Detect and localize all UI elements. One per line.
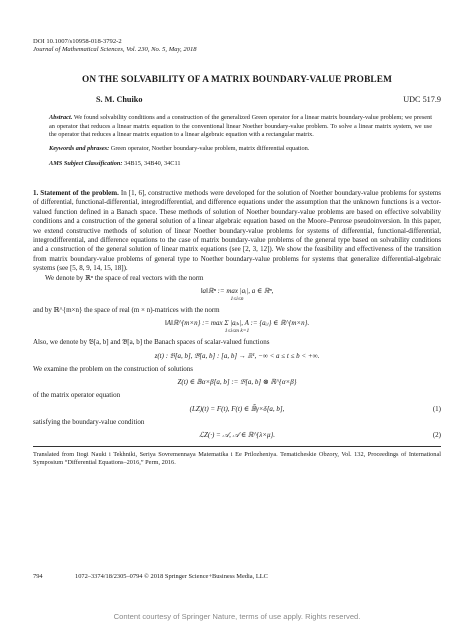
equation-vector-norm [33,287,441,302]
footnote: Translated from Itogi Nauki i Tekhniki, Seriya Sovremennaya Matematika i Ee Prilozheniya. Tematicheskie Obzory, Vol. 132, Proceedings of International Symposium “Differential Equations–2016,” Perm, 2016. [33,450,441,467]
udc-code: UDC 517.9 [403,95,441,105]
courtesy-notice: Content courtesy of Springer Nature, terms of use apply. Rights reserved. [113,612,361,621]
paragraph-3: and by ℝ^{m×n} the space of real (m × n)-matrices with the norm [33,305,220,314]
equation-matrix-norm [33,319,441,334]
copyright-line: 1072–3374/18/2305–0794 © 2018 Springer Science+Business Media, LLC [75,573,268,580]
doi: DOI 10.1007/s10958-018-3792-2 [33,38,122,45]
equation-vector-norm-body: ‖a‖ℝⁿ := max |aᵢ|, a ∈ ℝⁿ, [200,286,274,295]
equation-solution-space: Z(t) ∈ 𝔹α×β[a, b] := 𝔅[a, b] ⊗ ℝ^{α×β} [177,378,297,387]
paragraph-4: Also, we denote by 𝔅[a, b] and 𝔅̃[a, b] the Banach spaces of scalar-valued functions [33,338,270,347]
journal-citation: Journal of Mathematical Sciences, Vol. 230, No. 5, May, 2018 [33,46,197,54]
equation-1-body: (LZ)(t) = F(t), F(t) ∈ 𝔹̃γ×δ[a, b], [189,404,285,413]
equation-1 [33,405,441,414]
paragraph-1 [33,189,441,274]
abstract-label: Abstract. [49,114,73,122]
equation-function-spaces: z(t) : 𝔅[a, b], 𝔅̃[a, b] : [a, b] → ℝ¹, −∞ < a ≤ t ≤ b < +∞. [154,351,320,360]
paper-title: ON THE SOLVABILITY OF A MATRIX BOUNDARY-VALUE PROBLEM [81,75,393,86]
body-text [33,189,441,440]
equation-vector-norm-sub: 1≤i≤n [230,295,244,302]
ams-classification [49,160,441,168]
paragraph-5: We examine the problem on the construction of solutions [33,364,194,373]
page-number: 794 [33,573,43,580]
paragraph-2: We denote by ℝⁿ the space of real vectors with the norm [45,273,204,282]
equation-matrix-norm-body: ‖A‖ℝ^{m×n} := max Σ |aᵢₖ|, A := {aᵢⱼ} ∈ ℝ^{m×n}. [164,319,310,328]
equation-1-number: (1) [432,404,441,413]
keywords-text: Green operator, Noether boundary-value problem, matrix differential equation. [110,144,310,152]
abstract [49,114,432,138]
paper-page [33,38,441,467]
equation-2-body: ℒZ(·) = 𝒜, 𝒜 ∈ ℝ^{λ×μ}. [198,430,276,439]
paragraph-1-text: In [1, 6], constructive methods were developed for the solution of Noether boundary-value problems for systems of differential, functional-differential, integrodifferential, and difference equations under the assumption that the unknown functions is a vector-valued function defined in a Banach space. These methods of solution of Noether boundary-value problems are based on effective solvability conditions and a construction of the general solution of a linear algebraic equation based on the Moore–Penrose pseudoinversion. In this paper, we extend constructive methods of solution of linear Noether boundary-value problems for systems of differential, functional-differential, integrodifferential, and difference equations to the case of matrix boundary-value problems of the general type based on solvability conditions and a construction of the general solution of linear matrix equations (see [2, 3, 12]). We show the feasibility and effectiveness of the transition from matrix boundary-value problems of general type to Noether boundary-value problems for systems that generalize differential-algebraic systems (see [5, 8, 9, 14, 15, 18]). [33,188,442,273]
equation-matrix-norm-sub: 1≤i≤m k=1 [224,328,250,335]
section-heading: 1. Statement of the problem. [33,188,119,197]
author: S. M. Chuiko [96,95,143,105]
keywords [49,145,432,153]
equation-2 [33,431,441,440]
equation-2-number: (2) [432,430,441,439]
keywords-label: Keywords and phrases: [49,144,110,152]
ams-codes: 34B15, 34B40, 34C11 [124,159,181,167]
abstract-text: We found solvability conditions and a construction of the generalized Green operator for a linear matrix boundary-value problem; we present an operator that reduces a linear matrix equation to the conventional linear Noether boundary-value problem. To solve a linear matrix system, we use the operator that reduces a linear matrix equation to a linear algebraic equation with a rectangular matrix. [49,114,432,138]
footnote-divider [33,446,441,447]
ams-label: AMS Subject Classification: [49,159,123,167]
paragraph-6: of the matrix operator equation [33,391,121,400]
author-row [33,95,441,107]
paragraph-7: satisfying the boundary-value condition [33,417,145,426]
